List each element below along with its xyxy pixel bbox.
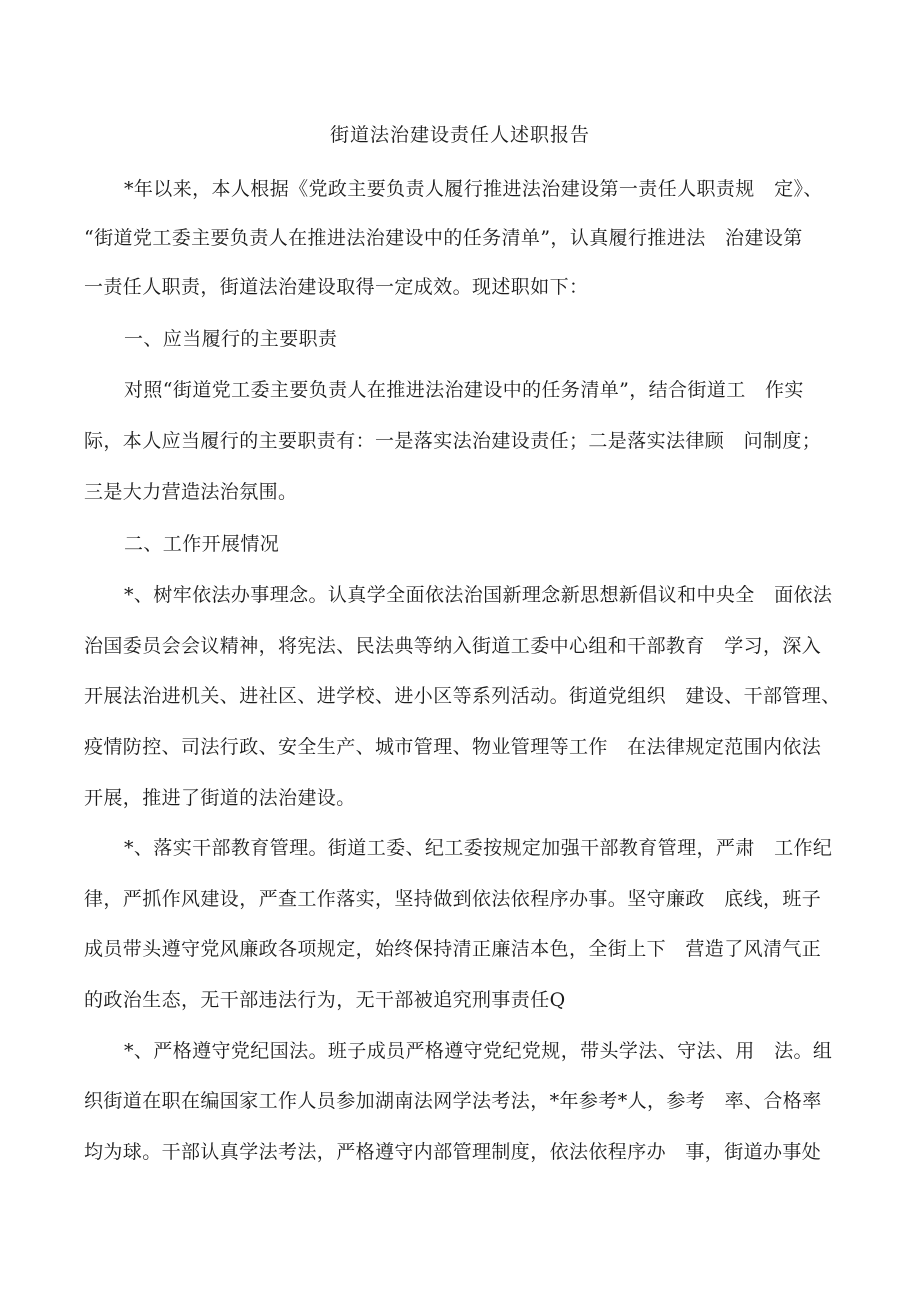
- paragraph-line: 开展，推进了街道的法治建设。: [84, 787, 356, 809]
- paragraph-line: 际，本人应当履行的主要职责有：一是落实法治建设责任；二是落实法律顾 问制度；: [84, 430, 822, 452]
- paragraph-line: 对照“街道党工委主要负责人在推进法治建设中的任务清单”，结合街道工 作实: [124, 379, 804, 401]
- paragraph-line: 均为球。干部认真学法考法，严格遵守内部管理制度，依法依程序办 事，街道办事处: [84, 1141, 822, 1163]
- paragraph-line: *年以来，本人根据《党政主要负责人履行推进法治建设第一责任人职责规 定》、: [124, 178, 823, 200]
- paragraph-line: “街道党工委主要负责人在推进法治建设中的任务清单”，认真履行推进法 治建设第: [84, 227, 803, 249]
- paragraph-line: 成员带头遵守党风廉政各项规定，始终保持清正廉洁本色，全街上下 营造了风清气正: [84, 938, 822, 960]
- paragraph-line: 疫情防控、司法行政、安全生产、城市管理、物业管理等工作 在法律规定范围内依法: [84, 736, 822, 758]
- document-title: 街道法治建设责任人述职报告: [329, 124, 590, 146]
- paragraph-line: 一责任人职责，街道法治建设取得一定成效。现述职如下：: [84, 276, 589, 298]
- paragraph-line: *、严格遵守党纪国法。班子成员严格遵守党纪党规，带头学法、守法、用 法。组: [124, 1040, 833, 1062]
- paragraph-line: 治国委员会会议精神，将宪法、民法典等纳入街道工委中心组和干部教育 学习，深入: [84, 635, 822, 657]
- paragraph-line: 开展法治进机关、进社区、进学校、进小区等系列活动。街道党组织 建设、干部管理、: [84, 685, 841, 707]
- paragraph-line: 的政治生态，无干部违法行为，无干部被追究刑事责任Q: [84, 989, 566, 1011]
- paragraph-line: *、落实干部教育管理。街道工委、纪工委按规定加强干部教育管理，严肃 工作纪: [124, 837, 833, 859]
- paragraph-line: 律，严抓作风建设，严查工作落实，坚持做到依法依程序办事。坚守廉政 底线，班子: [84, 888, 822, 910]
- section-heading: 一、应当履行的主要职责: [124, 328, 338, 350]
- paragraph-line: 织街道在职在编国家工作人员参加湖南法网学法考法，*年参考*人，参考 率、合格率: [84, 1090, 822, 1112]
- paragraph-line: 三是大力营造法治氛围。: [84, 481, 298, 503]
- section-heading: 二、工作开展情况: [124, 533, 280, 555]
- paragraph-line: *、树牢依法办事理念。认真学全面依法治国新理念新思想新倡议和中央全 面依法: [124, 584, 833, 606]
